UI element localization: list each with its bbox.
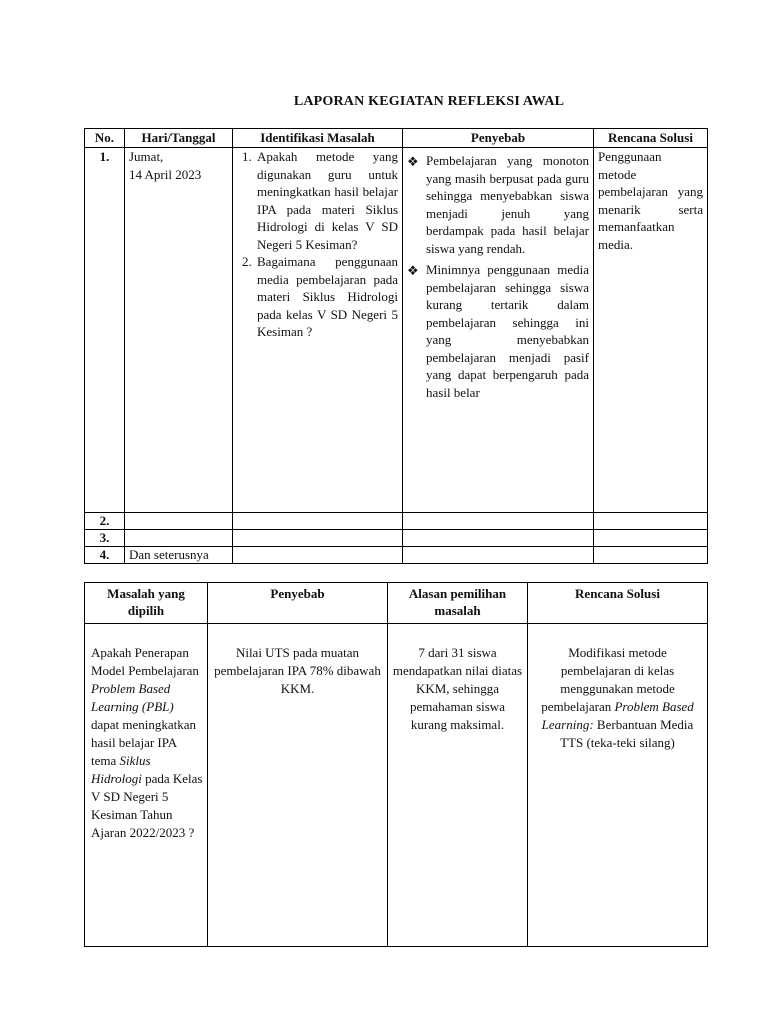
row-solution [594,547,708,564]
header-date: Hari/Tanggal [125,129,233,148]
row-solution: Penggunaan metode pembelajaran yang menarik serta memanfaatkan media. [594,148,708,513]
cause-text: Pembelajaran yang monoton yang masih berpusat pada guru sehingga menyebabkan siswa menjadi jenuh yang berdampak pada hasil belajar siswa yang rendah. [426,153,589,256]
cause-item [407,152,589,257]
row-causes [403,148,594,513]
header-reason: Alasan pemilihan masalah [388,583,528,624]
row-problems [233,513,403,530]
header-cause: Penyebab [403,129,594,148]
problem-text: pada Kelas V SD Negeri 5 Kesiman Tahun Ajaran 2022/2023 ? [91,771,203,840]
row-date: Dan seterusnya [125,547,233,564]
solution-cell [528,624,708,947]
header-problem: Identifikasi Masalah [233,129,403,148]
row-number: 1. [85,148,125,513]
reflection-table [84,128,708,564]
table-header-row [85,129,708,148]
row-number: 3. [85,530,125,547]
row-causes [403,530,594,547]
header-solution: Rencana Solusi [528,583,708,624]
solution-text: Modifikasi metode pembelajaran di kelas menggunakan metode pembelajaran [541,645,675,714]
document-title: LAPORAN KEGIATAN REFLEKSI AWAL [293,94,565,109]
row-number: 4. [85,547,125,564]
row-solution [594,530,708,547]
problem-item: 2. Bagaimana penggunaan media pembelajaran pada materi Siklus Hidrologi pada kelas V SD Negeri 5 Kesiman ? [255,253,398,341]
row-problems [233,530,403,547]
solution-italic-text: Problem Based Learning: [541,699,694,732]
selected-problem-table [84,582,708,947]
problem-text: dapat meningkatkan hasil belajar IPA tema [91,717,197,768]
row-causes [403,513,594,530]
cause-text: Minimnya penggunaan media pembelajaran sehingga siswa kurang tertarik dalam pembelajaran sehingga ini yang menyebabkan pembelajaran menjadi pasif yang dapat berpengaruh pada hasil belar [426,262,589,400]
header-solution: Rencana Solusi [594,129,708,148]
row-problems [233,547,403,564]
row-date [125,530,233,547]
row-number: 2. [85,513,125,530]
header-no: No. [85,129,125,148]
table-row [85,547,708,564]
row-solution [594,513,708,530]
table-row [85,513,708,530]
header-cause: Penyebab [208,583,388,624]
row-problems [233,148,403,513]
row-day: Jumat, [129,149,164,164]
table-header-row [85,583,708,624]
selected-problem-cell [85,624,208,947]
row-date [125,148,233,513]
table-row [85,148,708,513]
problem-item: 1. Apakah metode yang digunakan guru untuk meningkatkan hasil belajar IPA pada materi Siklus Hidrologi di kelas V SD Negeri 5 Kesiman? [255,148,398,253]
solution-text: Berbantuan Media TTS (teka-teki silang) [560,717,694,750]
problem-italic-text: Siklus Hidrologi [91,753,151,786]
table-row [85,530,708,547]
table-row [85,624,708,947]
row-date [125,513,233,530]
row-date-value: 14 April 2023 [129,166,202,182]
problem-text: Apakah Penerapan Model Pembelajaran [91,645,199,678]
diamond-bullet-icon: ❖ [407,263,419,278]
problem-italic-text: Problem Based Learning (PBL) [91,681,174,714]
cause-cell: Nilai UTS pada muatan pembelajaran IPA 78% dibawah KKM. [208,624,388,947]
row-causes [403,547,594,564]
diamond-bullet-icon: ❖ [407,154,419,169]
header-selected-problem: Masalah yang dipilih [85,583,208,624]
cause-item [407,261,589,401]
reason-cell: 7 dari 31 siswa mendapatkan nilai diatas KKM, sehingga pemahaman siswa kurang maksimal. [388,624,528,947]
